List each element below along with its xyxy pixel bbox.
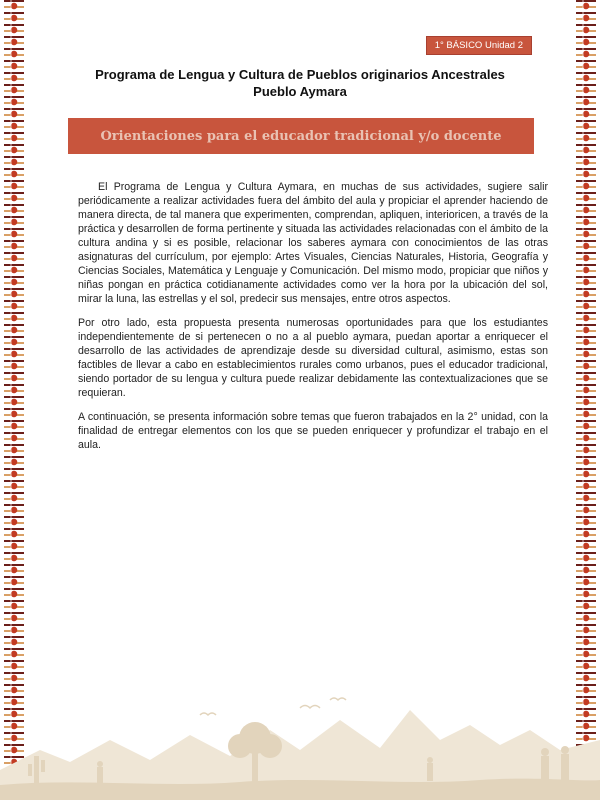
title-line-2: Pueblo Aymara (253, 84, 347, 99)
paragraph-2: Por otro lado, esta propuesta presenta numerosas oportunidades para que los estudiantes independientemente de si pertenecen o no a al pueblo aymara, puedan aportar a enriquecer el desarrollo de las actividades de aprendizaje desde su diversidad cultural, asimismo, estas son factibles de llevar a cabo en establecimientos rurales como urbanos, pues el educador tradicional, siendo portador de su lengua y cultura puede realizar debidamente las contextualizaciones que se requieran. (78, 317, 548, 399)
title-line-1: Programa de Lengua y Cultura de Pueblos originarios Ancestrales (95, 67, 505, 82)
body-text (78, 180, 548, 462)
page-title (0, 66, 600, 100)
landscape-illustration (0, 690, 600, 800)
decorative-border-right (576, 0, 596, 770)
section-banner (68, 118, 534, 154)
decorative-border-left (4, 0, 24, 770)
birds-icon (200, 698, 346, 715)
grade-unit-badge: 1° BÁSICO Unidad 2 (426, 36, 532, 55)
paragraph-1: El Programa de Lengua y Cultura Aymara, en muchas de sus actividades, sugiere salir periódicamente a realizar actividades fuera del ámbito del aula y propiciar el aprender haciendo de manera directa, de tal manera que experimenten, comprendan, apliquen, interioricen, a través de la práctica y desarrollen de forma pertinente y situada las actividades relacionadas con el ámbito de la cultura andina y si es posible, relacionar los saberes aymara con conocimientos de las otras asignaturas del currículum, por ejemplo: Artes Visuales, Ciencias Naturales, Historia, Geografía y Ciencias Sociales, Matemática y Lenguaje y Comunicación. Del mismo modo, propiciar que niños y niñas pongan en práctica cotidianamente actividades como ver la hora por la ubicación del sol, mirar la luna, las estrellas y el sol, predecir sus mensajes, entre otros aspectos. (78, 181, 548, 305)
paragraph-3: A continuación, se presenta información sobre temas que fueron trabajados en la 2° unidad, con la finalidad de entregar elementos con los que se pueden enriquecer y profundizar el trabajo en el aula. (78, 411, 548, 451)
section-banner-text: Orientaciones para el educador tradicional y/o docente (100, 128, 502, 144)
